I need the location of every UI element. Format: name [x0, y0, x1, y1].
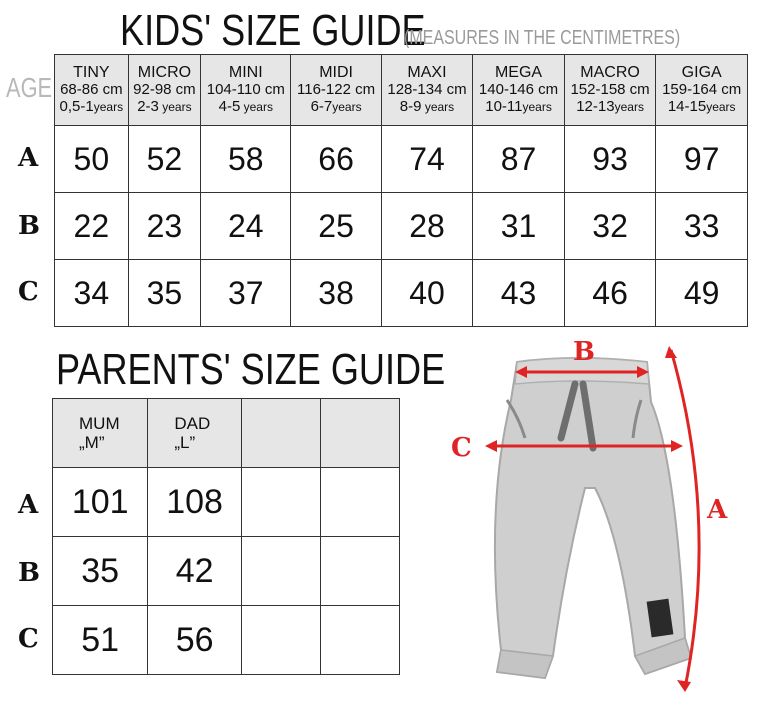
- kids-size-guide-title: KIDS' SIZE GUIDE: [120, 6, 426, 55]
- kids-cell: 38: [291, 260, 381, 327]
- kids-cell: 52: [128, 126, 201, 193]
- kids-col-header: MINI 104-110 cm 4-5 years: [201, 55, 291, 126]
- measure-c-label: C: [451, 433, 472, 463]
- parents-row-b: [53, 537, 400, 606]
- kids-cell: 37: [201, 260, 291, 327]
- kids-col-header: MAXI 128-134 cm 8-9 years: [381, 55, 473, 126]
- kids-cell: 93: [564, 126, 656, 193]
- parents-cell: 35: [53, 537, 148, 606]
- kids-col-header: TINY 68-86 cm 0,5-1years: [55, 55, 129, 126]
- parents-col-header: [320, 399, 399, 468]
- parents-row-label-b: B: [18, 558, 40, 588]
- measure-a-label: A: [707, 495, 728, 525]
- parents-col-header: DAD „L”: [148, 399, 241, 468]
- parents-cell: 42: [148, 537, 241, 606]
- kids-cell: 43: [473, 260, 565, 327]
- parents-size-table: [52, 398, 400, 675]
- parents-cell: 101: [53, 468, 148, 537]
- measure-b-label: B: [573, 338, 595, 367]
- kids-row-c: [55, 260, 748, 327]
- parents-header-row: [53, 399, 400, 468]
- kids-cell: 24: [201, 193, 291, 260]
- kids-cell: 33: [656, 193, 748, 260]
- pants-measurement-diagram: [445, 338, 745, 708]
- parents-row-label-c: C: [18, 624, 39, 654]
- kids-row-label-a: A: [18, 143, 39, 173]
- kids-cell: 46: [564, 260, 656, 327]
- kids-cell: 34: [55, 260, 129, 327]
- parents-cell: [320, 537, 399, 606]
- parents-cell: [241, 468, 320, 537]
- parents-cell: 51: [53, 606, 148, 675]
- parents-cell: 108: [148, 468, 241, 537]
- kids-cell: 50: [55, 126, 129, 193]
- kids-cell: 40: [381, 260, 473, 327]
- kids-cell: 23: [128, 193, 201, 260]
- kids-col-header: MICRO 92-98 cm 2-3 years: [128, 55, 201, 126]
- age-label: AGE: [6, 72, 53, 103]
- kids-size-table: [54, 54, 748, 327]
- kids-col-header: MEGA 140-146 cm 10-11years: [473, 55, 565, 126]
- kids-cell: 25: [291, 193, 381, 260]
- kids-cell: 87: [473, 126, 565, 193]
- parents-cell: [320, 606, 399, 675]
- kids-col-header: GIGA 159-164 cm 14-15years: [656, 55, 748, 126]
- kids-cell: 58: [201, 126, 291, 193]
- parents-row-c: [53, 606, 400, 675]
- parents-cell: [241, 606, 320, 675]
- kids-row-label-b: B: [18, 211, 40, 241]
- parents-cell: [320, 468, 399, 537]
- kids-row-b: [55, 193, 748, 260]
- kids-header-row: [55, 55, 748, 126]
- parents-col-header: MUM „M”: [53, 399, 148, 468]
- kids-cell: 49: [656, 260, 748, 327]
- kids-size-guide-subtitle: (MEASURES IN THE CENTIMETRES): [404, 27, 681, 49]
- kids-cell: 74: [381, 126, 473, 193]
- kids-row-a: [55, 126, 748, 193]
- parents-row-a: [53, 468, 400, 537]
- parents-size-guide-title: PARENTS' SIZE GUIDE: [56, 345, 446, 394]
- kids-cell: 22: [55, 193, 129, 260]
- kids-cell: 66: [291, 126, 381, 193]
- parents-row-label-a: A: [18, 490, 39, 520]
- kids-col-header: MIDI 116-122 cm 6-7years: [291, 55, 381, 126]
- kids-cell: 31: [473, 193, 565, 260]
- pants-illustration: [495, 358, 691, 678]
- kids-cell: 32: [564, 193, 656, 260]
- kids-cell: 97: [656, 126, 748, 193]
- kids-cell: 28: [381, 193, 473, 260]
- kids-row-label-c: C: [18, 277, 39, 307]
- parents-cell: 56: [148, 606, 241, 675]
- parents-cell: [241, 537, 320, 606]
- kids-cell: 35: [128, 260, 201, 327]
- parents-col-header: [241, 399, 320, 468]
- kids-col-header: MACRO 152-158 cm 12-13years: [564, 55, 656, 126]
